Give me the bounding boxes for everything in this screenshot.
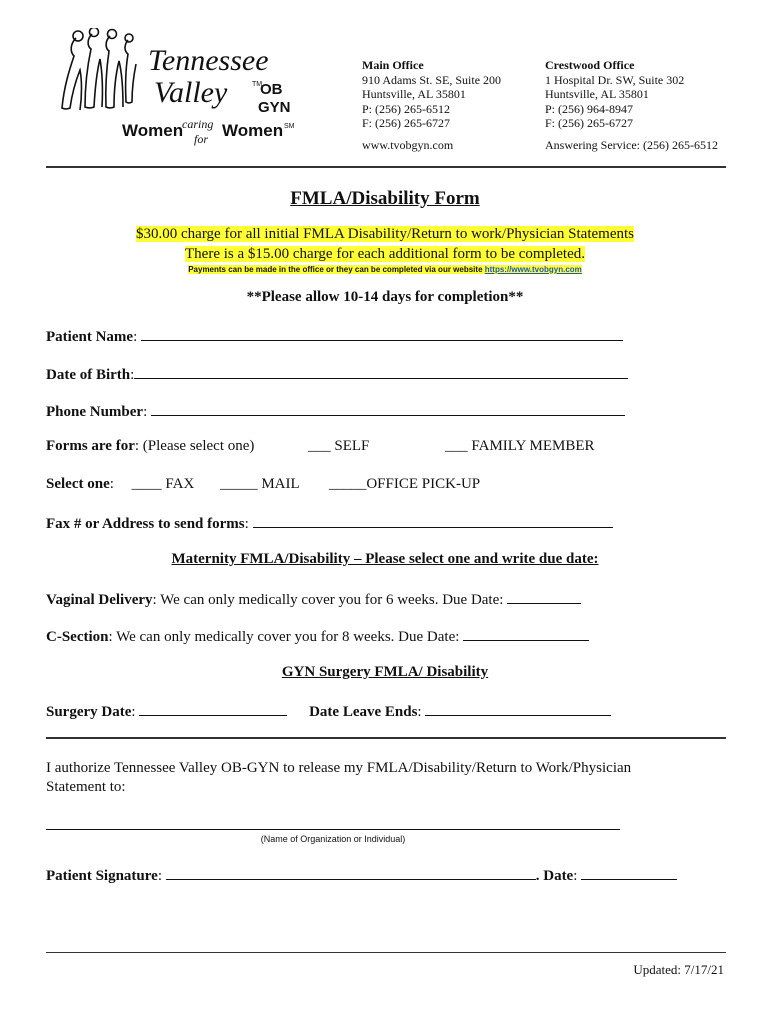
main-office-block — [362, 58, 501, 152]
organization-caption: (Name of Organization or Individual) — [260, 834, 406, 844]
logo-sm: SM — [284, 123, 295, 130]
office-pickup-checkbox[interactable]: _____ — [328, 476, 367, 492]
main-office-address2: Huntsville, AL 35801 — [362, 87, 466, 101]
vaginal-text: : We can only medically cover you for 6 weeks. Due Date: — [152, 592, 504, 608]
main-office-address1: 910 Adams St. SE, Suite 200 — [362, 72, 502, 87]
logo-text-valley: Valley — [154, 76, 228, 109]
fax-address-label: Fax # or Address to send forms — [46, 516, 245, 532]
fax-option-label: FAX — [165, 476, 195, 492]
payment-note: Payments can be made in the office or they can be completed via our website https://www.tvobgyn.com — [188, 265, 582, 274]
dob-field[interactable] — [134, 364, 628, 379]
family-label: FAMILY MEMBER — [471, 438, 595, 454]
website-link[interactable]: https://www.tvobgyn.com — [484, 265, 582, 274]
gyn-heading: GYN Surgery FMLA/ Disability — [281, 664, 489, 680]
logo-tag-for: for — [194, 132, 209, 146]
logo-gyn: GYN — [258, 99, 291, 116]
logo-ob: OB — [260, 81, 283, 98]
authorization-line-1: I authorize Tennessee Valley OB-GYN to release my FMLA/Disability/Return to Work/Physician — [46, 760, 632, 776]
crestwood-office-fax: F: (256) 265-6727 — [545, 116, 633, 130]
vaginal-row — [46, 589, 581, 609]
mail-checkbox[interactable]: _____ — [220, 476, 258, 492]
fax-address-field[interactable] — [253, 513, 613, 528]
self-label: SELF — [334, 438, 370, 454]
dob-row: Date of Birth: — [46, 364, 628, 384]
signature-date-label: . Date — [535, 868, 574, 884]
office-pickup-label: OFFICE PICK-UP — [366, 476, 481, 492]
answering-service: Answering Service: (256) 265-6512 — [545, 137, 718, 152]
women-figures-icon — [56, 28, 306, 148]
fax-checkbox[interactable]: ____ — [131, 476, 162, 492]
patient-name-field[interactable] — [141, 326, 623, 341]
phone-row: Phone Number: — [46, 401, 625, 421]
leave-ends-label: Date Leave Ends — [309, 704, 418, 720]
mail-option-label: MAIL — [261, 476, 300, 492]
vaginal-label: Vaginal Delivery — [46, 592, 153, 608]
charge-line-2: There is a $15.00 charge for each additional form to be completed. — [185, 246, 585, 262]
select-one-row: Select one: ____ FAX _____ MAIL _____OFFICE PICK-UP — [46, 476, 481, 492]
surgery-date-label: Surgery Date — [46, 704, 132, 720]
dob-label: Date of Birth — [46, 367, 131, 383]
csection-due-date-field[interactable] — [463, 626, 589, 641]
main-office-fax: F: (256) 265-6727 — [362, 116, 450, 130]
main-office-phone: P: (256) 265-6512 — [362, 101, 450, 116]
crestwood-office-block — [545, 58, 718, 152]
footer-divider — [46, 952, 726, 953]
phone-label: Phone Number — [46, 404, 144, 420]
charge-line-1: $30.00 charge for all initial FMLA Disability/Return to work/Physician Statements — [136, 226, 634, 242]
leave-ends-field[interactable] — [425, 701, 611, 716]
forms-for-label: Forms are for — [46, 438, 135, 454]
signature-label: Patient Signature — [46, 868, 158, 884]
select-one-label: Select one — [46, 476, 110, 492]
authorization-line-2: Statement to: — [46, 779, 126, 795]
logo-tm: TM — [252, 81, 263, 88]
organization-field[interactable] — [46, 829, 620, 830]
csection-text: : We can only medically cover you for 8 weeks. Due Date: — [108, 629, 460, 645]
patient-name-row: Patient Name: — [46, 326, 623, 346]
crestwood-office-address1: 1 Hospital Dr. SW, Suite 302 — [545, 72, 685, 87]
csection-row — [46, 626, 589, 646]
form-title: FMLA/Disability Form — [290, 188, 480, 209]
crestwood-office-address2: Huntsville, AL 35801 — [545, 87, 649, 101]
authorization-text — [46, 759, 631, 797]
crestwood-office-phone: P: (256) 964-8947 — [545, 101, 633, 116]
self-checkbox[interactable]: ___ — [308, 438, 331, 454]
fax-address-row: Fax # or Address to send forms: — [46, 513, 613, 533]
updated-date: Updated: 7/17/21 — [633, 962, 724, 977]
allow-note: **Please allow 10-14 days for completion** — [246, 289, 524, 305]
forms-for-row — [46, 438, 595, 455]
logo-tag-caring: caring — [182, 117, 214, 131]
main-office-website[interactable]: www.tvobgyn.com — [362, 137, 454, 152]
csection-label: C-Section — [46, 629, 109, 645]
logo-tag-women: Women — [122, 121, 184, 140]
signature-row: Patient Signature: . Date: — [46, 865, 677, 885]
surgery-date-field[interactable] — [139, 701, 287, 716]
logo — [56, 28, 306, 148]
forms-for-hint: : (Please select one) — [134, 438, 255, 454]
patient-name-label: Patient Name — [46, 329, 134, 345]
logo-text-tennessee: Tennessee — [148, 44, 269, 77]
main-office-heading: Main Office — [362, 58, 424, 72]
header-divider — [46, 166, 726, 168]
maternity-heading: Maternity FMLA/Disability – Please select one and write due date: — [171, 551, 599, 567]
logo-tag-women-2: Women — [222, 121, 284, 140]
phone-field[interactable] — [151, 401, 625, 416]
crestwood-office-heading: Crestwood Office — [545, 58, 635, 72]
section-divider — [46, 737, 726, 739]
signature-field[interactable] — [166, 865, 536, 880]
signature-date-field[interactable] — [581, 865, 677, 880]
vaginal-due-date-field[interactable] — [507, 589, 581, 604]
surgery-row: Surgery Date: Date Leave Ends: — [46, 701, 611, 721]
family-checkbox[interactable]: ___ — [445, 438, 468, 454]
